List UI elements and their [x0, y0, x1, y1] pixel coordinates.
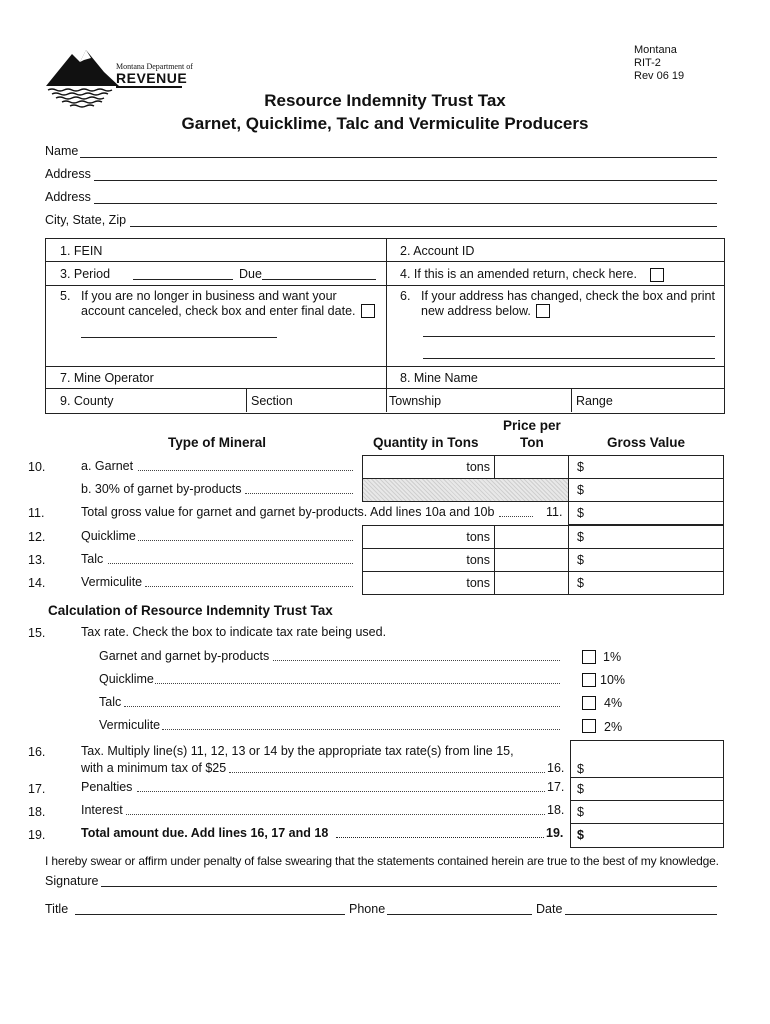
line17-label: Penalties	[81, 780, 133, 794]
rate-talc-value: 4%	[604, 696, 623, 710]
rate-vermiculite-checkbox[interactable]	[582, 719, 596, 733]
row-12-gross[interactable]: $	[568, 525, 724, 549]
address1-label: Address	[45, 167, 91, 181]
fein-label: 1. FEIN	[60, 244, 103, 258]
range-label: Range	[576, 394, 613, 408]
row-11-label: Total gross value for garnet and garnet by-products. Add lines 10a and 10b	[81, 505, 495, 519]
name-label: Name	[45, 144, 79, 158]
rate-talc-label: Talc	[99, 695, 122, 709]
row-14-gross[interactable]: $	[568, 571, 724, 595]
row-13-quantity[interactable]: tons	[362, 548, 496, 572]
rate-quicklime-label: Quicklime	[99, 672, 154, 686]
line18-label: Interest	[81, 803, 123, 817]
mine-operator-label: 7. Mine Operator	[60, 371, 154, 385]
row-11-num: 11.	[28, 506, 45, 520]
amended-checkbox[interactable]	[650, 268, 664, 282]
row-12-num: 12.	[28, 530, 46, 544]
section-label: Section	[251, 394, 293, 408]
row-10b-label: b. 30% of garnet by-products	[81, 482, 242, 496]
row-11-ref: 11.	[546, 505, 563, 519]
address-change-line2: new address below.	[421, 304, 531, 318]
row-10a-quantity[interactable]: tons	[362, 455, 496, 479]
row-13-label: Talc	[81, 552, 104, 566]
calc-heading: Calculation of Resource Indemnity Trust Tax	[48, 603, 333, 618]
form-id: RIT-2	[634, 57, 661, 69]
phone-field[interactable]	[387, 914, 532, 915]
rate-garnet-value: 1%	[603, 650, 622, 664]
title-label: Title	[45, 902, 69, 916]
row-12-label: Quicklime	[81, 529, 136, 543]
row-11-gross[interactable]: $	[568, 501, 724, 525]
line16-line2: with a minimum tax of $25	[81, 761, 227, 775]
row-12-price[interactable]	[494, 525, 570, 549]
row-10a-label: a. Garnet	[81, 459, 134, 473]
line16-line1: Tax. Multiply line(s) 11, 12, 13 or 14 by the appropriate tax rate(s) from line 15,	[81, 744, 514, 758]
row-13-gross[interactable]: $	[568, 548, 724, 572]
row-14-label: Vermiculite	[81, 575, 143, 589]
row-10b-shaded	[362, 478, 570, 502]
signature-field[interactable]	[101, 886, 717, 887]
agency-small-text: Montana Department of	[116, 62, 193, 71]
form-subtitle: Garnet, Quicklime, Talc and Vermiculite Producers	[181, 114, 589, 133]
canceled-num: 5.	[60, 289, 71, 303]
line17-amount[interactable]: $	[570, 777, 724, 801]
row-12-quantity[interactable]: tons	[362, 525, 496, 549]
oath-text: I hereby swear or affirm under penalty of false swearing that the statements contained herein are true to the best of my knowledge.	[45, 854, 719, 868]
canceled-line2: account canceled, check box and enter final date.	[81, 304, 356, 318]
address2-field[interactable]	[94, 203, 717, 204]
line16-ref: 16.	[547, 761, 565, 775]
township-label: Township	[389, 394, 442, 408]
line19-amount[interactable]: $	[570, 823, 724, 848]
line19-ref: 19.	[546, 826, 564, 840]
row-10-num: 10.	[28, 460, 46, 474]
row-13-price[interactable]	[494, 548, 570, 572]
line18-num: 18.	[28, 805, 46, 819]
rate-quicklime-checkbox[interactable]	[582, 673, 596, 687]
address-change-num: 6.	[400, 289, 411, 303]
address-change-line1: If your address has changed, check the box and print	[421, 289, 715, 303]
row-13-num: 13.	[28, 553, 46, 567]
col-price-header-2: Ton	[520, 435, 544, 450]
form-state: Montana	[634, 44, 677, 56]
line19-label: Total amount due. Add lines 16, 17 and 18	[81, 826, 329, 840]
rate-vermiculite-label: Vermiculite	[99, 718, 161, 732]
mine-name-label: 8. Mine Name	[400, 371, 478, 385]
form-revision: Rev 06 19	[634, 70, 685, 82]
agency-name: REVENUE	[116, 70, 188, 86]
rate-talc-checkbox[interactable]	[582, 696, 596, 710]
line16-amount[interactable]: $	[570, 740, 724, 778]
period-label: 3. Period	[60, 267, 111, 281]
phone-label: Phone	[349, 902, 386, 916]
line15-label: Tax rate. Check the box to indicate tax rate being used.	[81, 625, 387, 639]
new-address-field-2[interactable]	[423, 358, 715, 359]
line18-amount[interactable]: $	[570, 800, 724, 824]
line18-ref: 18.	[547, 803, 565, 817]
line17-ref: 17.	[547, 780, 565, 794]
canceled-checkbox[interactable]	[361, 304, 375, 318]
row-10a-price[interactable]	[494, 455, 570, 479]
city-field[interactable]	[130, 226, 717, 227]
form-title: Resource Indemnity Trust Tax	[264, 91, 506, 110]
signature-label: Signature	[45, 874, 99, 888]
rate-quicklime-value: 10%	[600, 673, 626, 687]
final-date-field[interactable]	[81, 337, 277, 338]
rate-garnet-label: Garnet and garnet by-products	[99, 649, 270, 663]
row-14-quantity[interactable]: tons	[362, 571, 496, 595]
col-quantity-header: Quantity in Tons	[373, 435, 479, 450]
county-label: 9. County	[60, 394, 114, 408]
address1-field[interactable]	[94, 180, 717, 181]
row-14-price[interactable]	[494, 571, 570, 595]
row-14-num: 14.	[28, 576, 46, 590]
col-price-header-1: Price per	[503, 418, 561, 433]
period-field[interactable]	[133, 279, 233, 280]
rate-garnet-checkbox[interactable]	[582, 650, 596, 664]
canceled-line1: If you are no longer in business and want your	[81, 289, 337, 303]
new-address-field-1[interactable]	[423, 336, 715, 337]
line19-num: 19.	[28, 828, 46, 842]
line16-num: 16.	[28, 745, 46, 759]
city-label: City, State, Zip	[45, 213, 127, 227]
address-change-checkbox[interactable]	[536, 304, 550, 318]
due-label: Due	[239, 267, 262, 281]
date-label: Date	[536, 902, 563, 916]
row-10b-gross[interactable]: $	[568, 478, 724, 502]
name-field[interactable]	[80, 157, 717, 158]
line17-num: 17.	[28, 782, 46, 796]
date-field[interactable]	[565, 914, 717, 915]
amended-label: 4. If this is an amended return, check here.	[400, 267, 637, 281]
rate-vermiculite-value: 2%	[604, 720, 623, 734]
col-mineral-header: Type of Mineral	[168, 435, 267, 450]
title-field[interactable]	[75, 914, 345, 915]
col-gross-header: Gross Value	[607, 435, 686, 450]
line15-num: 15.	[28, 626, 46, 640]
row-10a-gross[interactable]: $	[568, 455, 724, 479]
address2-label: Address	[45, 190, 91, 204]
account-id-label: 2. Account ID	[400, 244, 475, 258]
due-field[interactable]	[262, 279, 376, 280]
